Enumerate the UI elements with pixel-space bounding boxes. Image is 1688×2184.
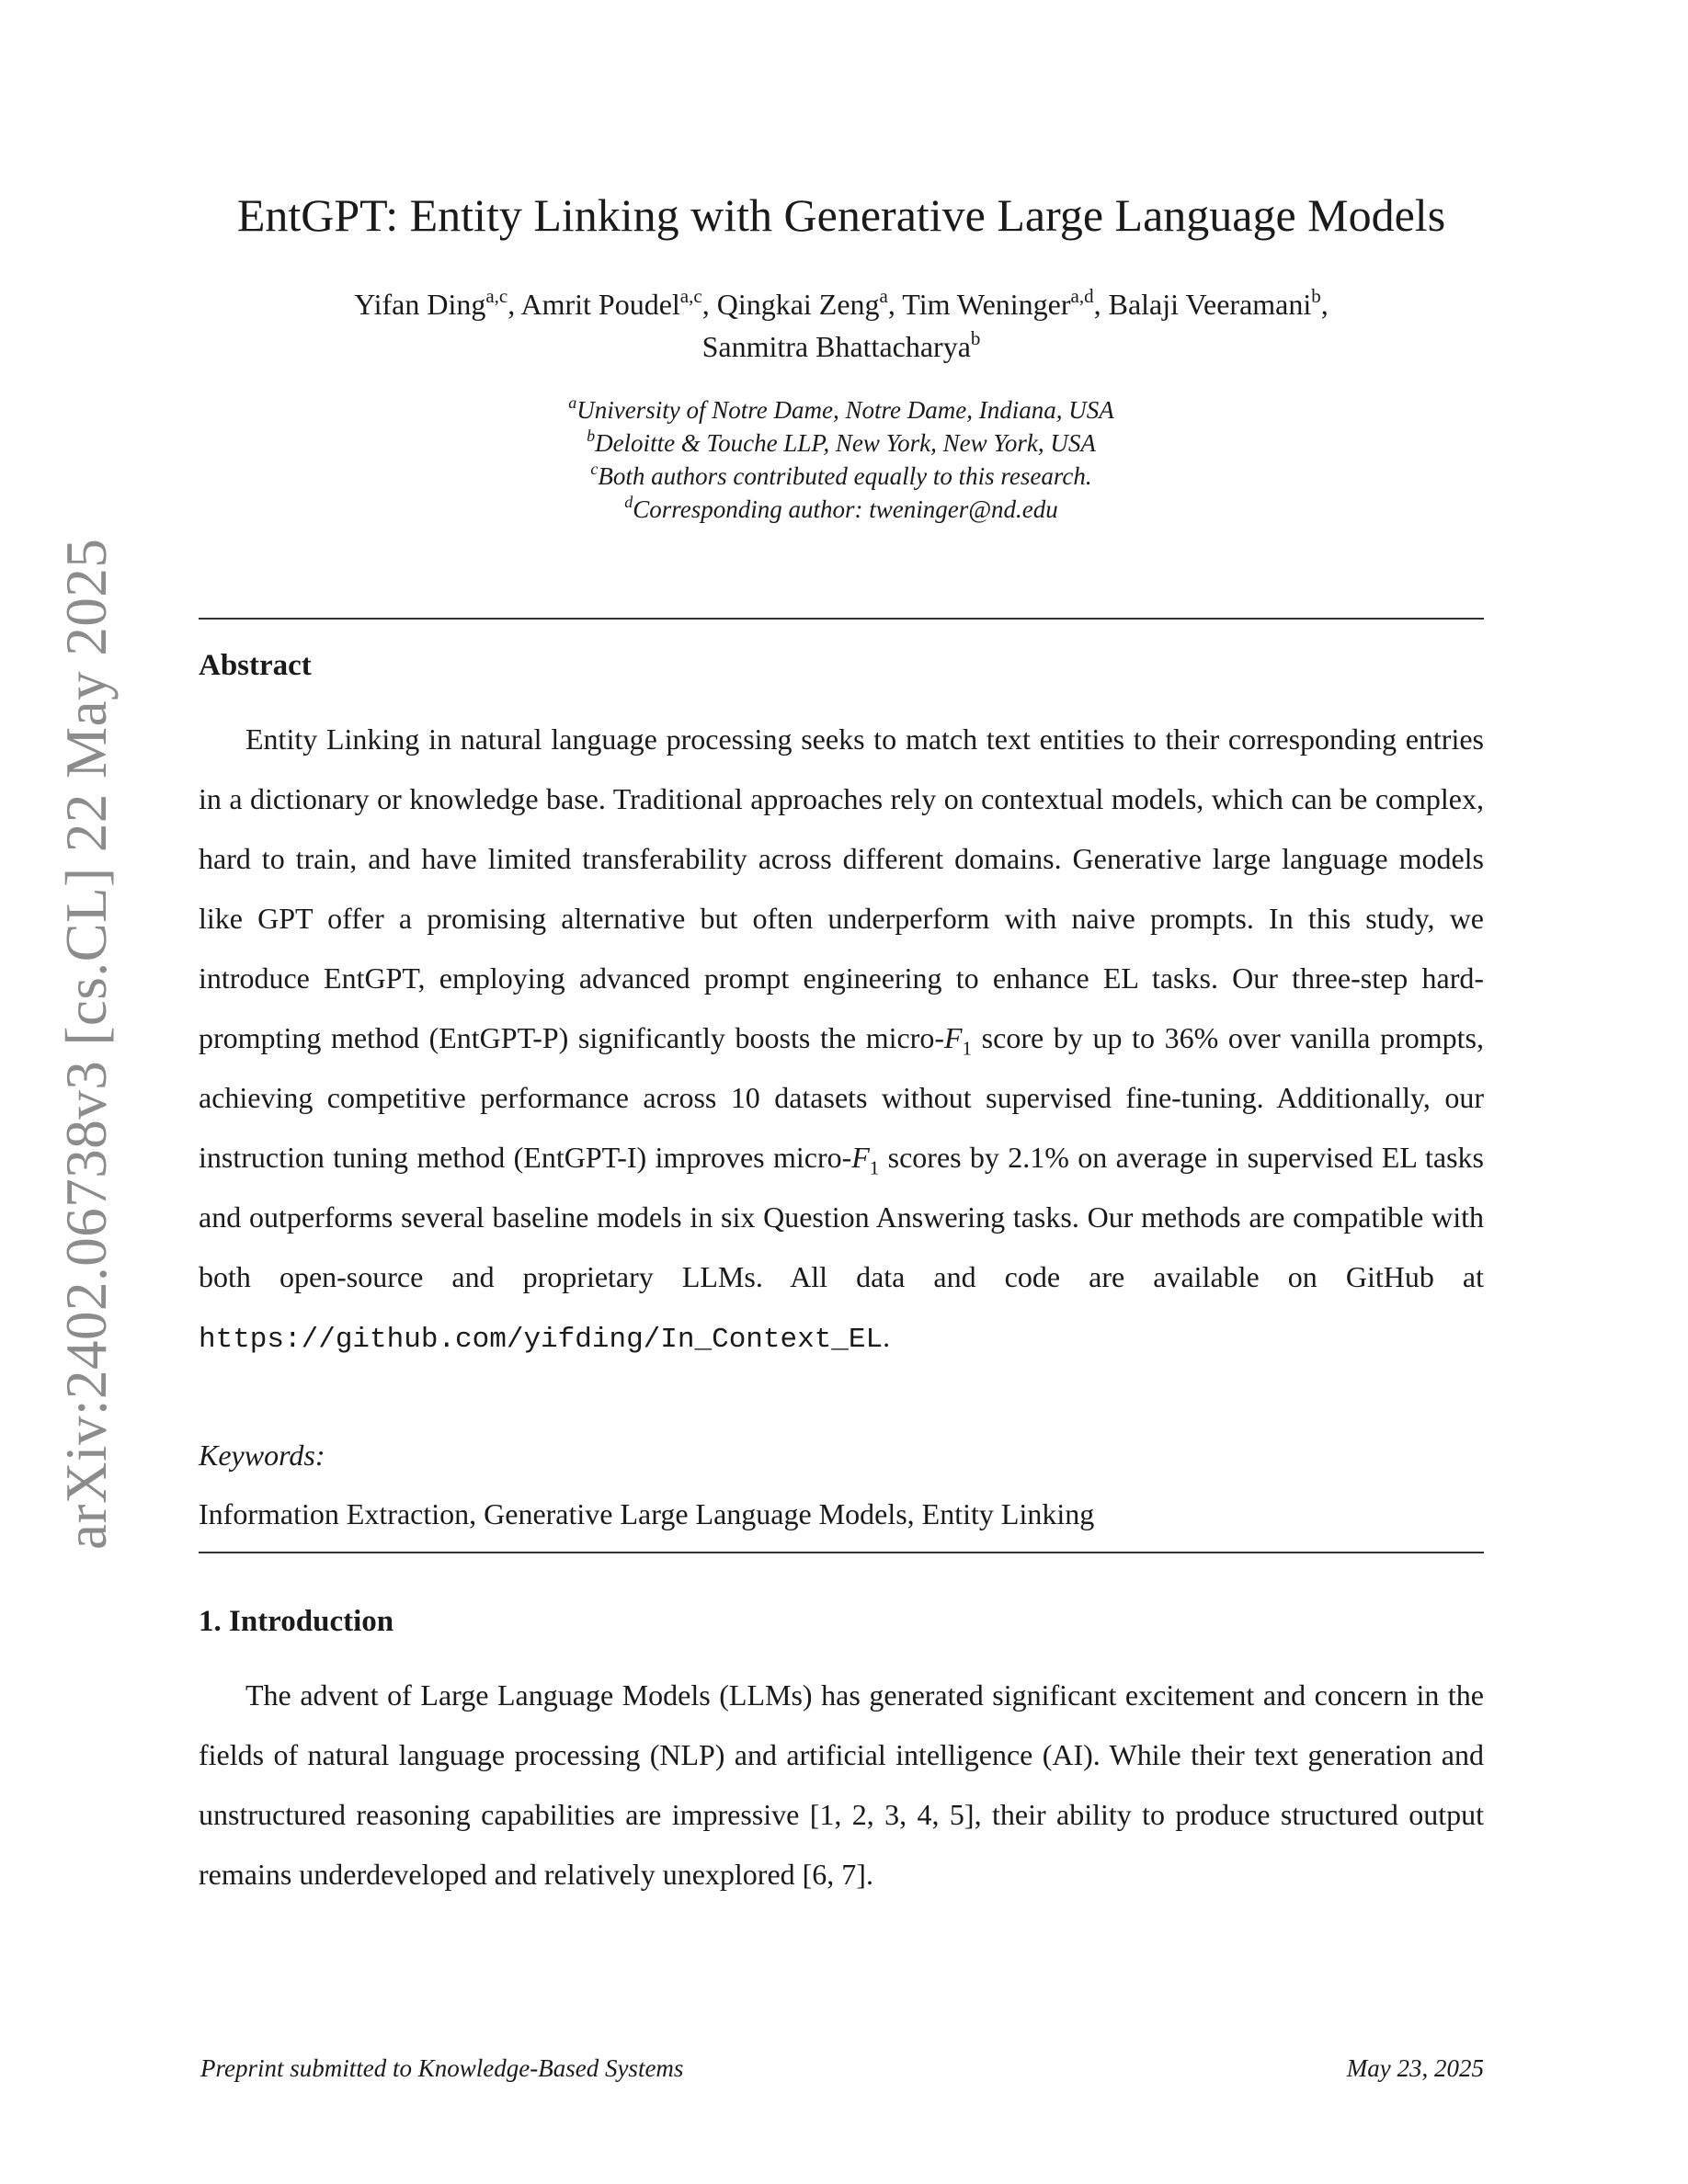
- f1-subscript: 1: [962, 1037, 973, 1060]
- abstract-text-part: score by up to 36% over vanilla prompts, achieving competitive performance across 10 datasets without supervised fine-tuning. Additionally, our instruction tuning method (EntGPT-I) improves micro-: [199, 1021, 1485, 1174]
- introduction-paragraph: The advent of Large Language Models (LLMs) has generated significant excitement and concern in the fields of natural language processing (NLP) and artificial intelligence (AI). While their text generation and unstructured reasoning capabilities are impressive [1, 2, 3, 4, 5], their ability to produce structured output remains underdeveloped and relatively unexplored [6, 7].: [199, 1678, 1484, 1891]
- author-list: Yifan Ding$^{a,c}$, Amrit Poudel$^{a,c}$, Qingkai Zeng$^a$, Tim Weninger$^{a,d}$, Balaji Veeramani$^b$, Sanmitra Bhattacharya$^b$: [354, 285, 1329, 363]
- paper-title: EntGPT: Entity Linking with Generative Large Language Models: [236, 189, 1446, 241]
- author-affiliation-mark: a,c: [485, 285, 508, 307]
- affiliation-list: [199, 393, 1484, 526]
- author-affiliation-mark: a: [879, 285, 888, 307]
- affiliation-line: [199, 393, 1484, 427]
- affiliation-text: Deloitte & Touche LLP, New York, New York, USA: [595, 429, 1096, 457]
- f1-subscript: 1: [869, 1156, 880, 1179]
- author-affiliation-mark: b: [1311, 285, 1321, 307]
- author-name: Balaji Veeramani: [1108, 288, 1312, 321]
- github-link[interactable]: https://github.com/yifding/In_Context_EL: [199, 1324, 884, 1356]
- abstract-text-part: scores by 2.1% on average in supervised EL tasks and outperforms several baseline models in six Question Answering tasks. Our methods are compatible with both open-source and proprietary LLMs. All data and code are available on GitHub at: [199, 1141, 1484, 1293]
- abstract-text-end: .: [883, 1320, 891, 1353]
- abstract-text-part: Entity Linking in natural language processing seeks to match text entities to their corresponding entries in a dictionary or knowledge base. Traditional approaches rely on contextual models, which can be complex, hard to train, and have limited transferability across different domains. Generative large language models like GPT offer a promising alternative but often underperform with naive prompts. In this study, we introduce EntGPT, employing advanced prompt engineering to enhance EL tasks. Our three-step hard-prompting method (EntGPT-P) significantly boosts the micro-: [199, 722, 1484, 1054]
- abstract-bottom-rule: [199, 1552, 1484, 1553]
- abstract-heading: Abstract: [199, 649, 312, 682]
- author-name: Amrit Poudel: [520, 288, 680, 321]
- affiliation-mark: d: [624, 493, 633, 511]
- affiliation-line: [199, 493, 1484, 526]
- keywords-label: Keywords:: [199, 1439, 325, 1472]
- affiliation-text: Both authors contributed equally to this research.: [598, 462, 1092, 490]
- f1-symbol: F: [851, 1141, 870, 1174]
- author-name: Yifan Ding: [354, 288, 486, 321]
- section-heading-introduction: 1. Introduction: [199, 1605, 394, 1638]
- footer-preprint-note: Preprint submitted to Knowledge-Based Systems: [200, 2054, 684, 2082]
- affiliation-mark: c: [590, 460, 599, 478]
- author-name: Qingkai Zeng: [716, 288, 880, 321]
- abstract-top-rule: [199, 618, 1484, 620]
- abstract-paragraph: [199, 710, 1484, 1370]
- author-name: Sanmitra Bhattacharya: [701, 330, 971, 363]
- arxiv-identifier-stamp: arXiv:2402.06738v3 [cs.CL] 22 May 2025: [54, 538, 119, 1550]
- author-affiliation-mark: a,d: [1070, 285, 1094, 307]
- affiliation-line: [199, 427, 1484, 460]
- author-affiliation-mark: b: [970, 327, 981, 349]
- footer-date: May 23, 2025: [1346, 2054, 1484, 2082]
- affiliation-mark: a: [568, 393, 577, 412]
- affiliation-mark: b: [587, 427, 596, 445]
- author-name: Tim Weninger: [902, 288, 1071, 321]
- affiliation-line: [199, 460, 1484, 493]
- affiliation-text: University of Notre Dame, Notre Dame, Indiana, USA: [576, 396, 1114, 424]
- f1-symbol: F: [944, 1021, 963, 1054]
- affiliation-text: Corresponding author: tweninger@nd.edu: [633, 495, 1058, 523]
- keywords-text: Information Extraction, Generative Large Language Models, Entity Linking: [199, 1497, 1095, 1530]
- author-affiliation-mark: a,c: [679, 285, 702, 307]
